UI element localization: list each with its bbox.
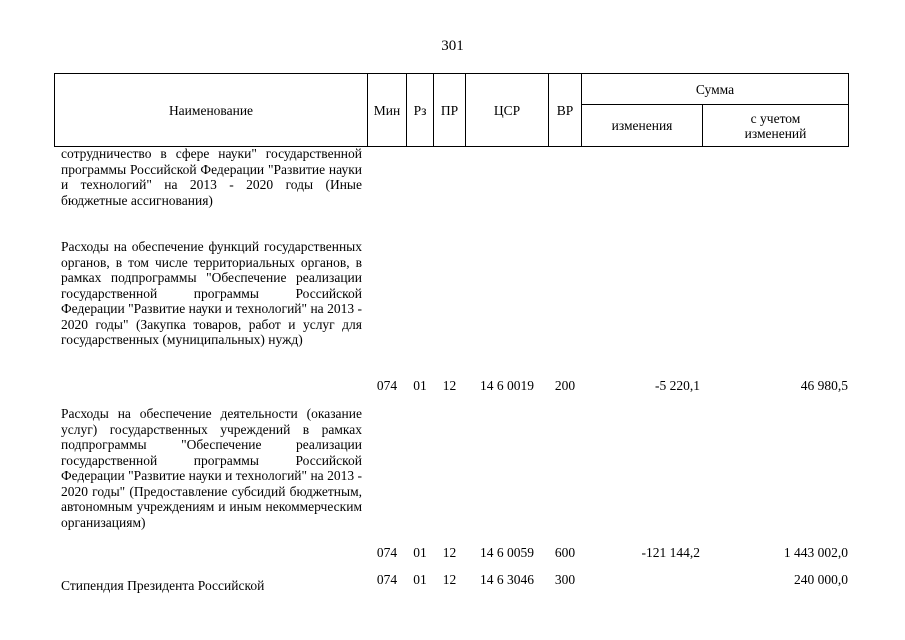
header-name: Наименование	[55, 74, 368, 147]
row-vr: 600	[554, 545, 576, 560]
header-vr: ВР	[549, 74, 582, 147]
row-min: 074	[376, 378, 398, 393]
row-csr: 14 6 3046	[480, 572, 534, 587]
header-with-change-line1: с учетом	[750, 110, 801, 126]
row-min: 074	[376, 572, 398, 587]
row-name: Расходы на обеспечение деятельности (оказание услуг) государственных учреждений в рамках подпрограммы "Обеспечение реализации государственной программы Российской Федерации "Развитие науки и технологий" на 2013 - 2020 годы" (Предоставление субсидий бюджетным, автономным учреждениям и иным некоммерческим организациям)	[61, 406, 362, 530]
row-change: -121 144,2	[641, 545, 700, 560]
header-change: изменения	[582, 105, 703, 147]
row-total: 240 000,0	[794, 572, 848, 587]
header-pr: ПР	[434, 74, 466, 147]
row-min: 074	[376, 545, 398, 560]
row-csr: 14 6 0019	[480, 378, 534, 393]
row-name: Стипендия Президента Российской	[61, 578, 265, 593]
page-number: 301	[441, 38, 464, 54]
header-with-change-line2: изменений	[744, 125, 807, 141]
row-pr: 12	[442, 572, 457, 587]
header-rz: Рз	[407, 74, 434, 147]
header-csr: ЦСР	[466, 74, 549, 147]
row-change: -5 220,1	[655, 378, 700, 393]
row-total: 1 443 002,0	[783, 545, 848, 560]
row-rz: 01	[413, 545, 427, 560]
row-name: сотрудничество в сфере науки" государственной программы Российской Федерации "Развитие науки и технологий" на 2013 - 2020 годы (Иные бюджетные ассигнования)	[61, 146, 362, 208]
header-min: Мин	[368, 74, 407, 147]
row-total: 46 980,5	[800, 378, 848, 393]
row-vr: 300	[554, 572, 576, 587]
row-rz: 01	[413, 378, 427, 393]
header-sum: Сумма	[582, 74, 849, 105]
row-pr: 12	[442, 545, 457, 560]
row-rz: 01	[413, 572, 427, 587]
row-name: Расходы на обеспечение функций государственных органов, в том числе территориальных органов, в рамках подпрограммы "Обеспечение реализации государственной программы Российской Федерации "Развитие науки и технологий" на 2013 - 2020 годы" (Закупка товаров, работ и услуг для государственных (муниципальных) нужд)	[61, 239, 362, 347]
row-vr: 200	[554, 378, 576, 393]
row-pr: 12	[442, 378, 457, 393]
row-csr: 14 6 0059	[480, 545, 534, 560]
